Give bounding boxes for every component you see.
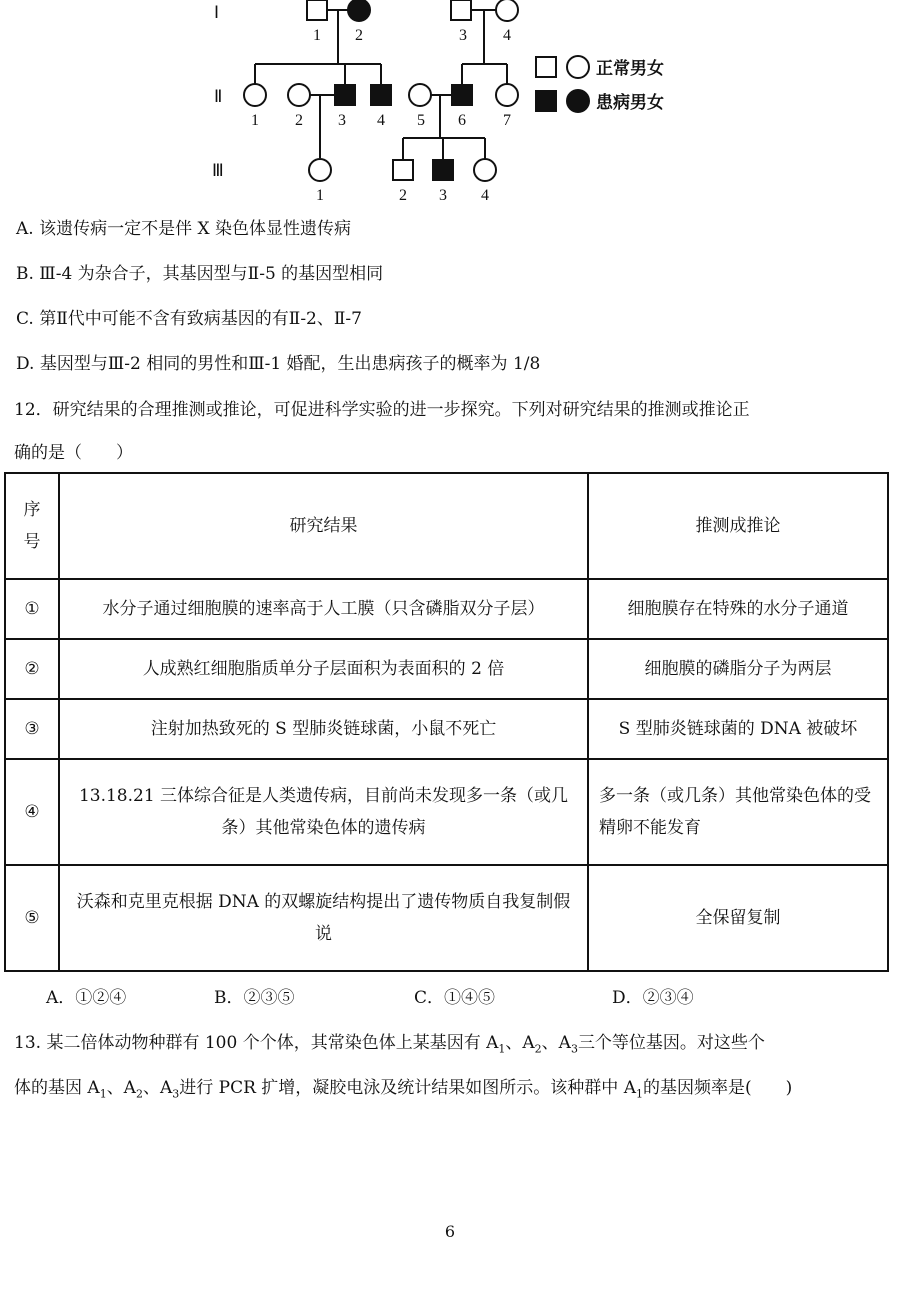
row-inference: 全保留复制: [588, 865, 888, 971]
row-result: 13.18.21 三体综合征是人类遗传病，目前尚未发现多一条（或几条）其他常染色体的遗传病: [59, 759, 588, 865]
q12-option-d: D．②③④: [612, 988, 694, 1008]
page-number: 6: [444, 1222, 456, 1241]
table-row: [5, 865, 888, 971]
pedigree-number: 3: [459, 27, 467, 44]
row-result: 人成熟红细胞脂质单分子层面积为表面积的 2 倍: [59, 639, 588, 699]
pedigree-I-3-male: [451, 0, 471, 20]
research-table: [4, 472, 889, 972]
legend-normal-label: 正常男女: [596, 59, 664, 79]
pedigree-number: 4: [377, 112, 385, 129]
row-inference: S 型肺炎链球菌的 DNA 被破坏: [588, 699, 888, 759]
table-row: [5, 759, 888, 865]
q11-option-c: C. 第Ⅱ代中可能不含有致病基因的有Ⅱ-2、Ⅱ-7: [16, 309, 362, 329]
pedigree-number: 1: [313, 27, 321, 44]
table-row: [5, 699, 888, 759]
table-row: [5, 579, 888, 639]
q12-option-c: C．①④⑤: [414, 988, 496, 1008]
q12-option-a: A．①②④: [46, 988, 127, 1008]
pedigree-II-5-female: [409, 84, 431, 106]
legend-female-affected: [567, 90, 589, 112]
q12-stem-cont: 确的是（ ）: [14, 443, 133, 463]
pedigree-III-1-female: [309, 159, 331, 181]
pedigree-number: 4: [503, 27, 511, 44]
generation-label-1: Ⅰ: [214, 3, 220, 22]
pedigree-III-4-female: [474, 159, 496, 181]
generation-label-3: Ⅲ: [212, 161, 224, 180]
q12-option-b: B．②③⑤: [214, 988, 295, 1008]
header-no: 序号: [5, 473, 59, 579]
q11-option-a: A. 该遗传病一定不是伴 X 染色体显性遗传病: [16, 219, 351, 239]
row-result: 沃森和克里克根据 DNA 的双螺旋结构提出了遗传物质自我复制假说: [59, 865, 588, 971]
pedigree-number: 2: [295, 112, 303, 129]
pedigree-II-4-male-affected: [371, 85, 391, 105]
pedigree-number: 1: [251, 112, 259, 129]
q11-option-b: B. Ⅲ-4 为杂合子，其基因型与Ⅱ-5 的基因型相同: [16, 264, 384, 284]
legend-affected-label: 患病男女: [596, 93, 664, 113]
pedigree-II-6-male-affected: [452, 85, 472, 105]
row-result: 注射加热致死的 S 型肺炎链球菌，小鼠不死亡: [59, 699, 588, 759]
pedigree-number: 7: [503, 112, 511, 129]
pedigree-II-3-male-affected: [335, 85, 355, 105]
row-no: ④: [5, 759, 59, 865]
row-inference: 细胞膜的磷脂分子为两层: [588, 639, 888, 699]
row-no: ①: [5, 579, 59, 639]
pedigree-II-2-female: [288, 84, 310, 106]
generation-label-2: Ⅱ: [214, 87, 223, 106]
pedigree-I-4-female: [496, 0, 518, 21]
pedigree-number: 3: [439, 187, 447, 204]
q12-stem: 12．研究结果的合理推测或推论，可促进科学实验的进一步探究。下列对研究结果的推测或推论正: [14, 400, 750, 420]
pedigree-III-2-male: [393, 160, 413, 180]
pedigree-II-1-female: [244, 84, 266, 106]
table-header-row: [5, 473, 888, 579]
row-no: ③: [5, 699, 59, 759]
header-inference: 推测成推论: [588, 473, 888, 579]
legend-female-normal: [567, 56, 589, 78]
pedigree-number: 1: [316, 187, 324, 204]
pedigree-number: 3: [338, 112, 346, 129]
pedigree-number: 2: [355, 27, 363, 44]
header-result: 研究结果: [59, 473, 588, 579]
row-no: ⑤: [5, 865, 59, 971]
pedigree-II-7-female: [496, 84, 518, 106]
row-result: 水分子通过细胞膜的速率高于人工膜（只含磷脂双分子层）: [59, 579, 588, 639]
pedigree-I-1-male: [307, 0, 327, 20]
pedigree-number: 4: [481, 187, 489, 204]
row-no: ②: [5, 639, 59, 699]
row-inference: 细胞膜存在特殊的水分子通道: [588, 579, 888, 639]
q13-stem-cont: 体的基因 $A_1$、$A_2$、$A_3$进行 PCR 扩增，凝胶电泳及统计结果如图所示。该种群中 $A_1$的基因频率是( ): [14, 1078, 793, 1101]
table-row: [5, 639, 888, 699]
q11-option-d: D. 基因型与Ⅲ-2 相同的男性和Ⅲ-1 婚配，生出患病孩子的概率为 1/8: [16, 354, 541, 374]
pedigree-I-2-female-affected: [348, 0, 370, 21]
row-inference: 多一条（或几条）其他常染色体的受精卵不能发育: [588, 759, 888, 865]
legend-male-affected: [536, 91, 556, 111]
pedigree-III-3-male-affected: [433, 160, 453, 180]
pedigree-chart: [200, 0, 700, 205]
q13-stem: 13. 某二倍体动物种群有 100 个个体，其常染色体上某基因有 $A_1$、$A_2$、$A_3$三个等位基因。对这些个: [14, 1033, 765, 1056]
pedigree-number: 2: [399, 187, 407, 204]
legend-male-normal: [536, 57, 556, 77]
pedigree-number: 6: [458, 112, 466, 129]
pedigree-number: 5: [417, 112, 425, 129]
